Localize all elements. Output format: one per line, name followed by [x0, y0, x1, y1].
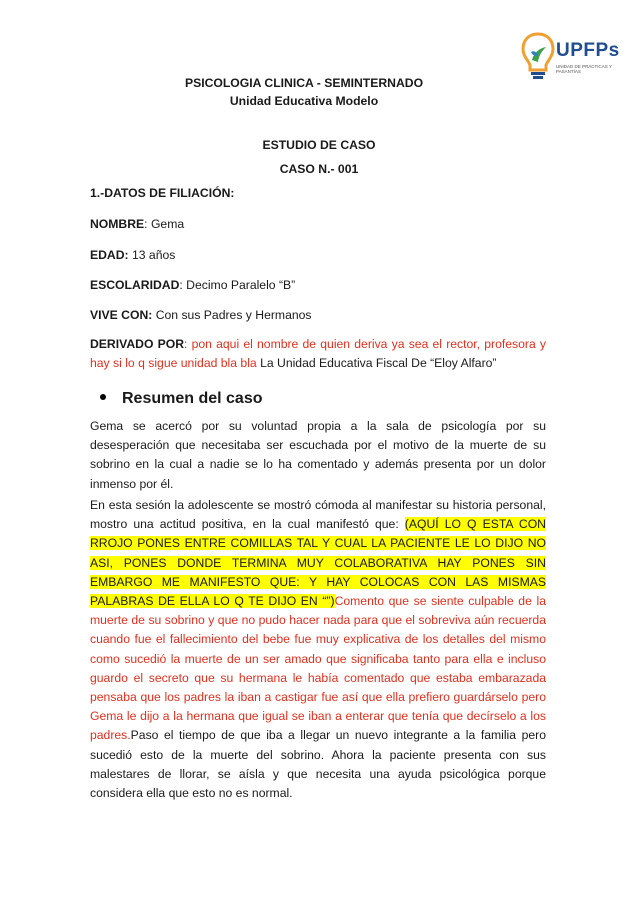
lightbulb-logo-icon: [520, 30, 556, 82]
escolaridad-value: : Decimo Paralelo “B”: [179, 278, 296, 292]
field-escolaridad: [90, 278, 295, 292]
study-title: ESTUDIO DE CASO: [262, 138, 376, 152]
document-header-line2: Unidad Educativa Modelo: [229, 94, 379, 108]
summary-heading-row: [90, 390, 263, 408]
p2-patient-quote: Comento que se siente culpable de la muerte de su sobrino y que no pudo hacer nada para que el sobreviva aún recuerda cuando fue el fallecimiento del bebe fue muy explicativa de los detalles del mismo como sucedió la muerte de un ser amado que significaba tanto para ella e incluso guardo el secreto que su hermana le había comentado que estaba embarazada pensaba que los padres la iban a castigar fue así que ella prefiero guardárselo pero Gema le dijo a la hermana que igual se iban a enterar que tenía que decírselo a los padres.: [90, 594, 546, 743]
derivado-value: La Unidad Educativa Fiscal De “Eloy Alfaro”: [256, 356, 497, 371]
nombre-value: : Gema: [144, 217, 185, 231]
nombre-label: NOMBRE: [90, 217, 145, 231]
section-title-datos: [90, 186, 234, 200]
vive-value: Con sus Padres y Hermanos: [152, 308, 312, 322]
derivado-colon: :: [184, 337, 192, 351]
escolaridad-label: ESCOLARIDAD: [90, 278, 180, 292]
document-header-line1: PSICOLOGIA CLINICA - SEMINTERNADO: [184, 76, 424, 90]
field-derivado-por: [90, 335, 546, 373]
section1-title: 1.-DATOS DE FILIACIÓN:: [90, 186, 235, 200]
case-number: CASO N.- 001: [279, 162, 359, 176]
bullet-icon: [100, 394, 106, 400]
field-vive-con: [90, 308, 312, 322]
logo-name: UPFPs: [556, 40, 620, 61]
p2-end: Paso el tiempo de que iba a llegar un nuevo integrante a la familia pero sucedió esto de la muerte del sobrino. Ahora la paciente presenta con sus malestares de llorar, se aísla y que necesita una ayuda psicológica porque considera ella que esto no es normal.: [90, 728, 546, 801]
edad-value: 13 años: [128, 248, 176, 262]
summary-heading: Resumen del caso: [122, 390, 263, 407]
derivado-note: pon aqui el nombre de quien deriva ya sea el rector, profesora y hay si lo q sigue unidad bla bla: [90, 337, 547, 371]
field-nombre: [90, 217, 184, 231]
summary-paragraph-1: Gema se acercó por su voluntad propia a la sala de psicología por su desesperación que necesitaba ser escuchada por el motivo de la muerte de su sobrino en la cual a nadie se lo ha comentado y además presenta por un dolor inmenso por él.: [90, 419, 546, 491]
p2-intro: En esta sesión la adolescente se mostró cómoda al manifestar su historia personal, mostro una actitud positiva, en la cual manifestó que:: [90, 498, 546, 532]
derivado-label: DERIVADO POR: [90, 337, 185, 351]
summary-paragraph-2: [90, 496, 546, 803]
p2-highlight: (AQUÍ LO Q ESTA CON RROJO PONES ENTRE COMILLAS TAL Y CUAL LA PACIENTE LE LO DIJO NO ASI, PONES DONDE TERMINA MUY COLABORATIVA HAY PONES SIN EMBARGO ME MANIFESTO QUE: Y HAY COLOCAS CON LAS MISMAS PALABRAS DE ELLA LO Q TE DIJO EN “”): [90, 517, 546, 609]
vive-label: VIVE CON:: [90, 308, 153, 322]
logo-subtitle: UNIDAD DE PRÁCTICAS Y PASANTÍAS: [556, 64, 612, 74]
edad-label: EDAD:: [90, 248, 129, 262]
field-edad: [90, 248, 175, 262]
